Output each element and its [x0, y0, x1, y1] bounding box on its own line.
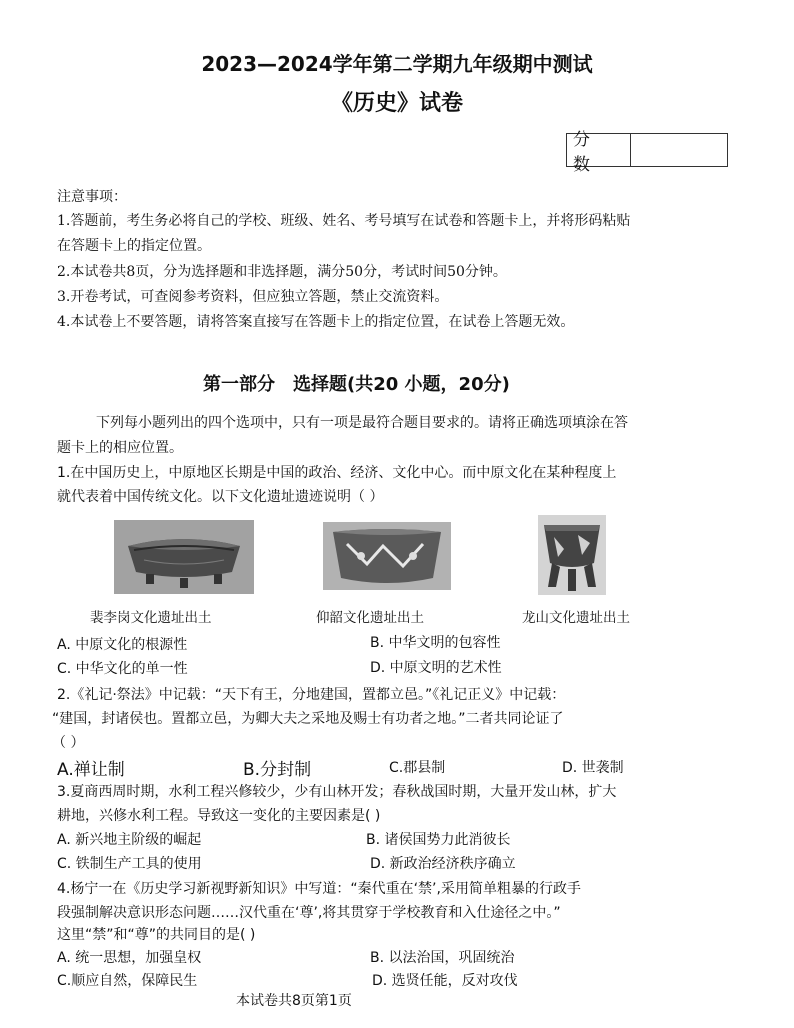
peiligang-pottery-image	[114, 520, 254, 594]
q4-option-b: B. 以法治国，巩固统治	[370, 950, 515, 966]
section-title: 第一部分 选择题(共20 小题，20分)	[203, 374, 510, 395]
caption-yangshao: 仰韶文化遗址出土	[316, 610, 424, 626]
q1-option-d: D. 中原文明的艺术性	[370, 660, 502, 676]
q2-stem-line-3: （ ）	[52, 735, 85, 751]
q3-stem-line-1: 3.夏商西周时期，水利工程兴修较少，少有山林开发；春秋战国时期，大量开发山林，扩大	[57, 784, 617, 800]
q4-stem-line-3: 这里“禁”和“尊”的共同目的是( )	[57, 927, 256, 943]
caption-longshan: 龙山文化遗址出土	[522, 610, 630, 626]
score-label: 分 数	[567, 134, 631, 166]
longshan-pottery-image	[538, 515, 606, 595]
q4-option-a: A. 统一思想，加强皇权	[57, 950, 202, 966]
q2-stem-line-2: “建国，封诸侯也。置都立邑，为卿大夫之采地及赐士有功者之地。”二者共同论证了	[52, 711, 564, 727]
yangshao-pottery-image	[323, 522, 451, 590]
q4-option-c: C.顺应自然，保障民生	[57, 973, 198, 989]
note-1-line-1: 1.答题前，考生务必将自己的学校、班级、姓名、考号填写在试卷和答题卡上，并将形码粘贴	[57, 213, 631, 229]
q1-option-b: B. 中华文明的包容性	[370, 635, 501, 651]
q3-option-d: D. 新政治经济秩序确立	[370, 856, 516, 872]
q3-option-a: A. 新兴地主阶级的崛起	[57, 832, 202, 848]
q1-stem-line-1: 1.在中国历史上，中原地区长期是中国的政治、经济、文化中心。而中原文化在某种程度上	[57, 465, 617, 481]
q1-option-a: A. 中原文化的根源性	[57, 637, 188, 653]
score-box	[566, 130, 728, 175]
note-2: 2.本试卷共8页，分为选择题和非选择题，满分50分，考试时间50分钟。	[57, 264, 507, 280]
q4-stem-line-1: 4.杨宁一在《历史学习新视野新知识》中写道：“秦代重在‘禁’,采用简单粗暴的行政手	[57, 881, 581, 897]
q1-option-c: C. 中华文化的单一性	[57, 661, 188, 677]
q2-option-c: C.郡县制	[389, 760, 446, 776]
exam-title: 2023—2024学年第二学期九年级期中测试	[201, 52, 593, 76]
note-1-line-2: 在答题卡上的指定位置。	[57, 238, 211, 254]
q3-option-b: B. 诸侯国势力此消彼长	[366, 832, 511, 848]
q3-stem-line-2: 耕地，兴修水利工程。导致这一变化的主要因素是( )	[57, 808, 381, 824]
caption-peiligang: 裴李岗文化遗址出土	[90, 610, 212, 626]
q3-option-c: C. 铁制生产工具的使用	[57, 856, 202, 872]
section-intro-line-1: 下列每小题列出的四个选项中，只有一项是最符合题目要求的。请将正确选项填涂在答	[96, 415, 628, 431]
q4-stem-line-2: 段强制解决意识形态问题……汉代重在‘尊’,将其贯穿于学校教育和入仕途径之中。”	[57, 905, 561, 921]
q2-option-a: A.禅让制	[57, 760, 125, 780]
note-3: 3.开卷考试，可查阅参考资料，但应独立答题，禁止交流资料。	[57, 289, 449, 305]
q2-option-d: D. 世袭制	[562, 760, 624, 776]
q1-stem-line-2: 就代表着中国传统文化。以下文化遗址遗迹说明（ ）	[57, 489, 384, 505]
q4-option-d: D. 选贤任能，反对攻伐	[372, 973, 518, 989]
notes-heading: 注意事项：	[57, 189, 127, 205]
note-4: 4.本试卷上不要答题，请将答案直接写在答题卡上的指定位置，在试卷上答题无效。	[57, 314, 575, 330]
section-intro-line-2: 题卡上的相应位置。	[57, 440, 183, 456]
exam-subtitle: 《历史》试卷	[330, 91, 463, 116]
q2-stem-line-1: 2.《礼记·祭法》中记载：“天下有王，分地建国，置都立邑。”《礼记正义》中记载：	[57, 687, 566, 703]
q2-option-b: B.分封制	[243, 760, 312, 780]
score-value	[631, 134, 727, 166]
page-footer: 本试卷共8页第1页	[236, 993, 352, 1009]
